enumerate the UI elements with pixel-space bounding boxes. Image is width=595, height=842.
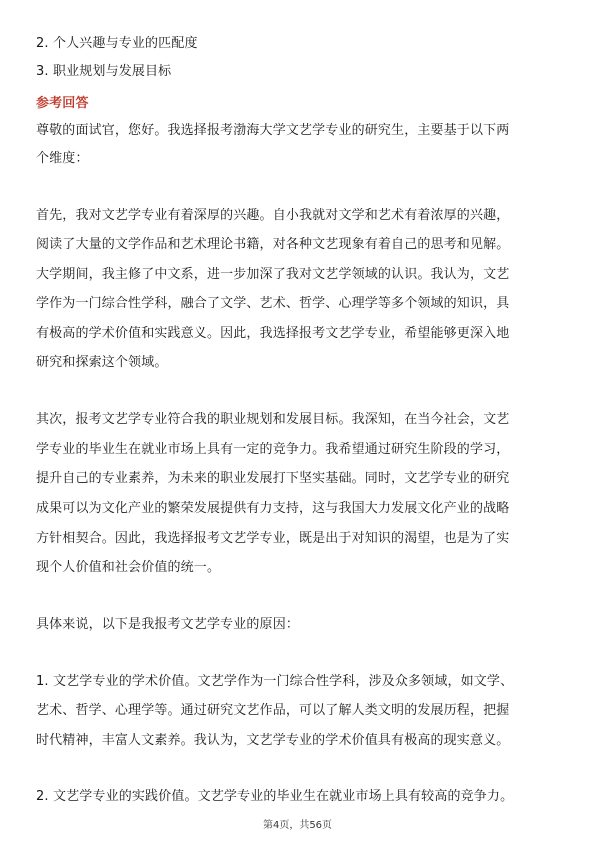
paragraph-line: 提升自己的专业素养，为未来的职业发展打下坚实基础。同时，文艺学专业的研究 [36, 471, 510, 486]
list-item-career-planning: 3. 职业规划与发展目标 [36, 64, 172, 79]
paragraph-line: 学专业的毕业生在就业市场上具有一定的竞争力。我希望通过研究生阶段的学习， [36, 442, 510, 457]
list-item-interest-match: 2. 个人兴趣与专业的匹配度 [36, 36, 198, 51]
answer-heading: 参考回答 [36, 96, 89, 111]
paragraph-line: 阅读了大量的文学作品和艺术理论书籍，对各种文艺现象有着自己的思考和见解。 [36, 237, 510, 252]
paragraph-line: 其次，报考文艺学专业符合我的职业规划和发展目标。我深知，在当今社会，文艺 [36, 412, 510, 427]
list-item-practical-value: 2. 文艺学专业的实践价值。文艺学专业的毕业生在就业市场上具有较高的竞争力。 [36, 789, 514, 804]
paragraph-line: 有极高的学术价值和实践意义。因此，我选择报考文艺学专业，希望能够更深入地 [36, 326, 510, 341]
paragraph-line: 成果可以为文化产业的繁荣发展提供有力支持，这与我国大力发展文化产业的战略 [36, 501, 510, 516]
intro-line: 尊敬的面试官，您好。我选择报考渤海大学文艺学专业的研究生，主要基于以下两 [36, 123, 510, 138]
page-number: 第4页，共56页 [262, 820, 333, 831]
list-item-academic-value: 1. 文艺学专业的学术价值。文艺学作为一门综合性学科，涉及众多领域，如文学、 [36, 674, 514, 689]
paragraph-line: 具体来说，以下是我报考文艺学专业的原因： [36, 617, 300, 632]
paragraph-line: 大学期间，我主修了中文系，进一步加深了我对文艺学领域的认识。我认为，文艺 [36, 267, 510, 282]
paragraph-line: 研究和探索这个领域。 [36, 355, 168, 370]
paragraph-line: 艺术、哲学、心理学等。通过研究文艺作品，可以了解人类文明的发展历程，把握 [36, 703, 510, 718]
paragraph-line: 现个人价值和社会价值的统一。 [36, 560, 221, 575]
paragraph-line: 方针相契合。因此，我选择报考文艺学专业，既是出于对知识的渴望，也是为了实 [36, 531, 510, 546]
paragraph-line: 学作为一门综合性学科，融合了文学、艺术、哲学、心理学等多个领域的知识，具 [36, 296, 510, 311]
paragraph-line: 首先，我对文艺学专业有着深厚的兴趣。自小我就对文学和艺术有着浓厚的兴趣， [36, 208, 510, 223]
intro-line: 个维度： [36, 151, 89, 166]
paragraph-line: 时代精神，丰富人文素养。我认为，文艺学专业的学术价值具有极高的现实意义。 [36, 733, 510, 748]
